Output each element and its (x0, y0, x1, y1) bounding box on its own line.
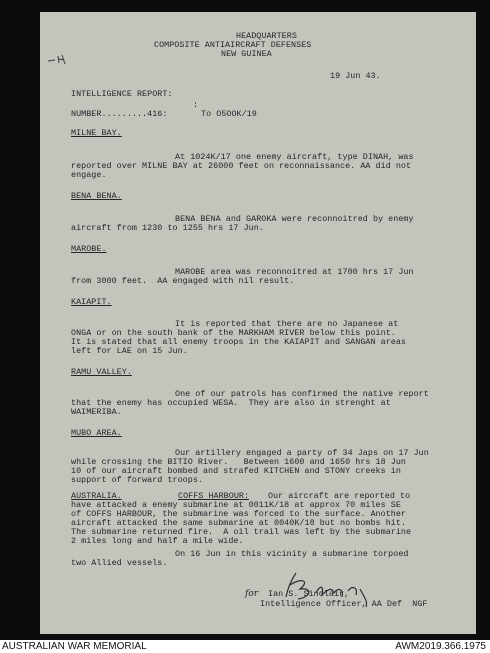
marobe-line-1: MAROBE area was reconnoitred at 1700 hrs 17 Jun (175, 267, 414, 277)
bena-bena-line-2: aircraft from 1230 to 1255 hrs 17 Jun. (71, 223, 264, 233)
footer-accession-number: AWM2019.366.1975 (395, 641, 486, 652)
section-heading-bena-bena: BENA BENA. (71, 191, 122, 201)
signature-name: Ian S. Sinclair, (268, 589, 350, 599)
australia-para2-line-1: On 16 Jun in this vicinity a submarine torpoed (175, 549, 409, 559)
ramu-valley-line-3: WAIMERIBA. (71, 407, 122, 417)
subheading-coffs-harbour: COFFS HARBOUR: (178, 491, 250, 501)
section-heading-mubo-area: MUBO AREA. (71, 428, 122, 438)
report-colon: : (193, 100, 199, 110)
section-heading-marobe: MAROBE. (71, 244, 107, 254)
australia-line-2: have attacked a enemy submarine at 0011K/18 at approx 70 miles SE (71, 500, 401, 510)
kaiapit-line-4: left for LAE on 15 Jun. (71, 346, 188, 356)
ramu-valley-line-1: One of our patrols has confirmed the native report (175, 389, 429, 399)
australia-line-5: The submarine returned fire. A oil trail was left by the submarine (71, 527, 412, 537)
australia-line-1: Our aircraft are reported to (268, 491, 411, 501)
mubo-area-line-1: Our artillery engaged a party of 34 Japs on 17 Jun (175, 448, 429, 458)
milne-bay-line-2: reported over MILNE BAY at 26000 feet on reconnaissance. AA did not (71, 161, 412, 171)
header-line-2: COMPOSITE ANTIAIRCRAFT DEFENSES (154, 40, 312, 50)
header-line-1: HEADQUARTERS (236, 31, 297, 41)
kaiapit-line-2: ONGA or on the south bank of the MARKHAM RIVER below this point. (71, 328, 396, 338)
milne-bay-line-3: engage. (71, 170, 107, 180)
footer-institution: AUSTRALIAN WAR MEMORIAL (2, 641, 147, 652)
mubo-area-line-4: support of forward troops. (71, 475, 203, 485)
marobe-line-2: from 3000 feet. AA engaged with nil result. (71, 276, 295, 286)
mubo-area-line-3: 10 of our aircraft bombed and strafed KITCHEN and STONY creeks in (71, 466, 401, 476)
australia-para2-line-2: two Allied vessels. (71, 558, 168, 568)
header-line-3: NEW GUINEA (221, 49, 272, 59)
australia-line-4: aircraft attacked the same submarine at 0040K/18 but no bombs hit. (71, 518, 407, 528)
section-heading-milne-bay: MILNE BAY. (71, 128, 122, 138)
australia-line-3: of COFFS HARBOUR, the submarine was forced to the surface. Another (71, 509, 407, 519)
report-date: 19 Jun 43. (330, 71, 381, 81)
section-heading-ramu-valley: RAMU VALLEY. (71, 367, 132, 377)
report-recipient: To O5OOK/19 (201, 109, 257, 119)
signature-title: Intelligence Officer, AA Def NGF (260, 599, 428, 609)
kaiapit-line-3: It is stated that all enemy troops in the KAIAPIT and SANGAN areas (71, 337, 407, 347)
signature-for-prefix: for (245, 589, 259, 599)
pencil-mark-icon (46, 52, 72, 66)
australia-line-6: 2 miles long and half a mile wide. (71, 536, 244, 546)
report-number: NUMBER.........416: (71, 109, 168, 119)
kaiapit-line-1: It is reported that there are no Japanese at (175, 319, 399, 329)
section-heading-australia: AUSTRALIA. (71, 491, 122, 501)
report-label: INTELLIGENCE REPORT: (71, 89, 173, 99)
ramu-valley-line-2: that the enemy has occupied WESA. They are also in strenght at (71, 398, 391, 408)
milne-bay-line-1: At 1024K/17 one enemy aircraft, type DINAH, was (175, 152, 414, 162)
mubo-area-line-2: while crossing the BITIO River. Between 1600 and 1650 hrs 18 Jun (71, 457, 407, 467)
section-heading-kaiapit: KAIAPIT. (71, 297, 112, 307)
document-page (40, 12, 476, 634)
bena-bena-line-1: BENA BENA and GAROKA were reconnoitred by enemy (175, 214, 414, 224)
